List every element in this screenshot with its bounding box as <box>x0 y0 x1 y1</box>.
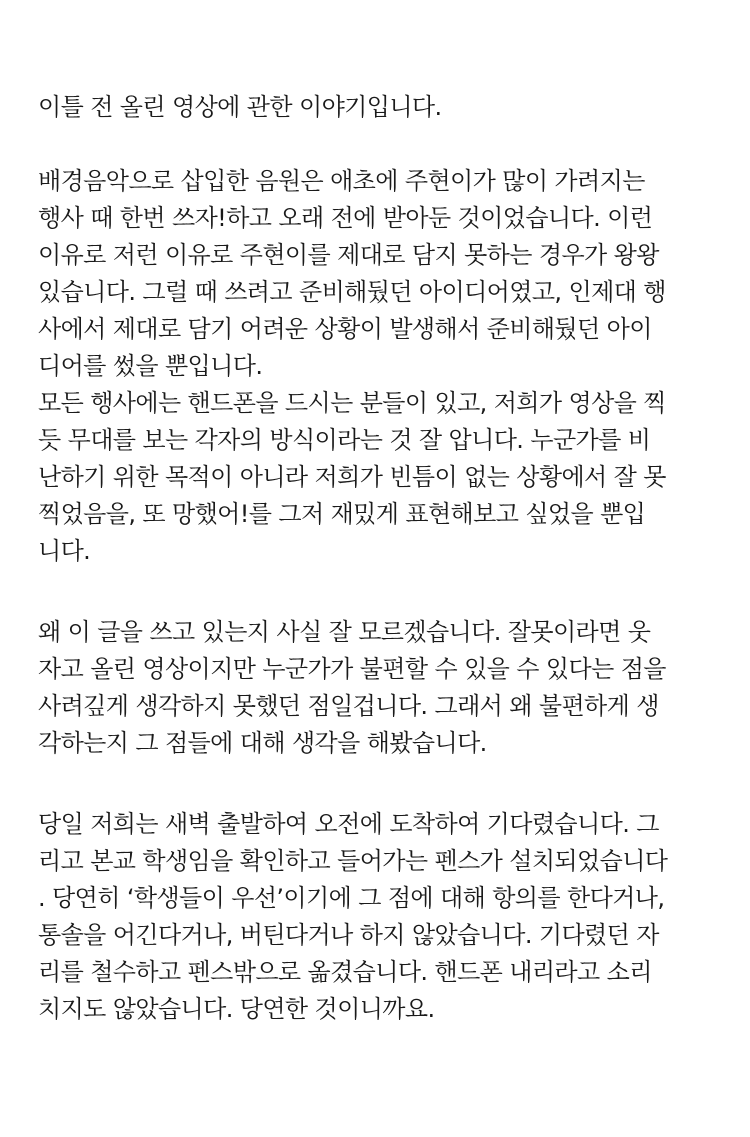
text-line-15: 사려깊게 생각하지 못했던 점일겁니다. 그래서 왜 불편하게 생 <box>38 692 659 720</box>
text-line-4: 이유로 저런 이유로 주현이를 제대로 담지 못하는 경우가 왕왕 <box>38 241 659 269</box>
text-line-19: . 당연히 ‘학생들이 우선’이기에 그 점에 대해 항의를 한다거나, <box>38 884 665 912</box>
text-line-9: 듯 무대를 보는 각자의 방식이라는 것 잘 압니다. 누군가를 비 <box>38 426 651 454</box>
text-line-5: 있습니다. 그럴 때 쓰려고 준비해뒀던 아이디어였고, 인제대 행 <box>38 278 666 306</box>
text-line-20: 통솔을 어긴다거나, 버틴다거나 하지 않았습니다. 기다렸던 자 <box>38 921 659 949</box>
text-line-7: 디어를 썼을 뿐입니다. <box>38 352 263 380</box>
text-line-17: 당일 저희는 새벽 출발하여 오전에 도착하여 기다렸습니다. 그 <box>38 810 659 838</box>
text-line-14: 자고 올린 영상이지만 누군가가 불편할 수 있을 수 있다는 점을 <box>38 655 666 683</box>
text-line-18: 리고 본교 학생임을 확인하고 들어가는 펜스가 설치되었습니다 <box>38 847 668 875</box>
text-line-12: 니다. <box>38 537 91 565</box>
text-line-1: 이틀 전 올린 영상에 관한 이야기입니다. <box>38 93 442 121</box>
text-line-11: 찍었음을, 또 망했어!를 그저 재밌게 표현해보고 싶었을 뿐입 <box>38 500 646 528</box>
text-line-21: 리를 철수하고 펜스밖으로 옮겼습니다. 핸드폰 내리라고 소리 <box>38 958 652 986</box>
text-line-3: 행사 때 한번 쓰자!하고 오래 전에 받아둔 것이었습니다. 이런 <box>38 204 653 232</box>
text-line-8: 모든 행사에는 핸드폰을 드시는 분들이 있고, 저희가 영상을 찍 <box>38 389 666 417</box>
text-line-6: 사에서 제대로 담기 어려운 상황이 발생해서 준비해뒀던 아이 <box>38 315 652 343</box>
text-line-16: 각하는지 그 점들에 대해 생각을 해봤습니다. <box>38 729 487 757</box>
text-line-13: 왜 이 글을 쓰고 있는지 사실 잘 모르겠습니다. 잘못이라면 웃 <box>38 618 651 646</box>
text-line-10: 난하기 위한 목적이 아니라 저희가 빈틈이 없는 상황에서 잘 못 <box>38 463 666 491</box>
text-line-22: 치지도 않았습니다. 당연한 것이니까요. <box>38 995 435 1023</box>
text-line-2: 배경음악으로 삽입한 음원은 애초에 주현이가 많이 가려지는 <box>38 167 645 195</box>
